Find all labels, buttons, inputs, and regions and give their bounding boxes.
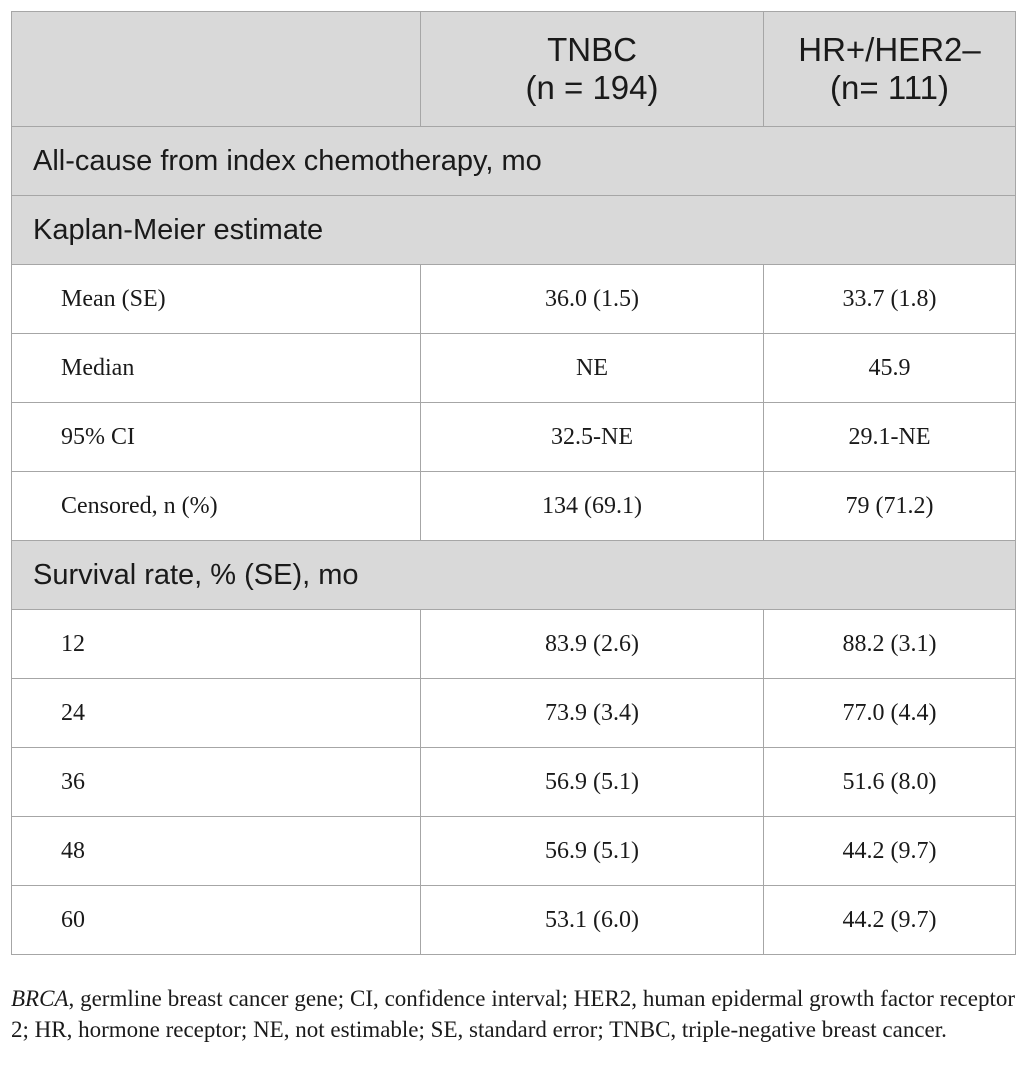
table-header-row	[12, 12, 1016, 127]
table-row	[12, 679, 1016, 748]
header-tnbc	[421, 12, 764, 127]
survival-table	[11, 11, 1016, 955]
tnbc-value: 56.9 (5.1)	[421, 817, 764, 886]
header-hr-her2	[764, 12, 1016, 127]
hr-value: 77.0 (4.4)	[764, 679, 1016, 748]
hr-value: 33.7 (1.8)	[764, 265, 1016, 334]
row-label: 95% CI	[12, 403, 421, 472]
table-row	[12, 403, 1016, 472]
row-label: 60	[12, 886, 421, 955]
table-row	[12, 610, 1016, 679]
table-row	[12, 334, 1016, 403]
header-empty-cell	[12, 12, 421, 127]
tnbc-value: 56.9 (5.1)	[421, 748, 764, 817]
footnote-italic-term: BRCA	[11, 986, 69, 1011]
table-row	[12, 472, 1016, 541]
tnbc-value: NE	[421, 334, 764, 403]
hr-value: 44.2 (9.7)	[764, 817, 1016, 886]
table-row	[12, 886, 1016, 955]
section-row-all-cause	[12, 127, 1016, 196]
tnbc-value: 32.5-NE	[421, 403, 764, 472]
tnbc-value: 83.9 (2.6)	[421, 610, 764, 679]
section-title: Kaplan-Meier estimate	[12, 196, 1016, 265]
hr-value: 44.2 (9.7)	[764, 886, 1016, 955]
table-row	[12, 265, 1016, 334]
header-hr-her2-title: HR+/HER2–	[798, 31, 981, 68]
header-hr-her2-count: (n= 111)	[830, 69, 949, 106]
tnbc-value: 53.1 (6.0)	[421, 886, 764, 955]
section-row-kaplan-meier	[12, 196, 1016, 265]
tnbc-value: 134 (69.1)	[421, 472, 764, 541]
hr-value: 45.9	[764, 334, 1016, 403]
tnbc-value: 36.0 (1.5)	[421, 265, 764, 334]
row-label: 24	[12, 679, 421, 748]
row-label: Censored, n (%)	[12, 472, 421, 541]
hr-value: 88.2 (3.1)	[764, 610, 1016, 679]
footnote-text: , germline breast cancer gene; CI, confidence interval; HER2, human epidermal growth factor receptor 2; HR, hormone receptor; NE, not estimable; SE, standard error; TNBC, triple-negative breast cancer.	[11, 986, 1015, 1042]
row-label: 48	[12, 817, 421, 886]
section-row-survival-rate	[12, 541, 1016, 610]
table-footnote	[11, 983, 1015, 1045]
hr-value: 79 (71.2)	[764, 472, 1016, 541]
tnbc-value: 73.9 (3.4)	[421, 679, 764, 748]
section-title: Survival rate, % (SE), mo	[12, 541, 1016, 610]
hr-value: 29.1-NE	[764, 403, 1016, 472]
header-tnbc-title: TNBC	[547, 31, 637, 68]
table-row	[12, 817, 1016, 886]
table-row	[12, 748, 1016, 817]
hr-value: 51.6 (8.0)	[764, 748, 1016, 817]
row-label: 36	[12, 748, 421, 817]
row-label: 12	[12, 610, 421, 679]
header-tnbc-count: (n = 194)	[525, 69, 659, 106]
section-title: All-cause from index chemotherapy, mo	[12, 127, 1016, 196]
row-label: Median	[12, 334, 421, 403]
row-label: Mean (SE)	[12, 265, 421, 334]
survival-table-container	[11, 11, 1015, 955]
